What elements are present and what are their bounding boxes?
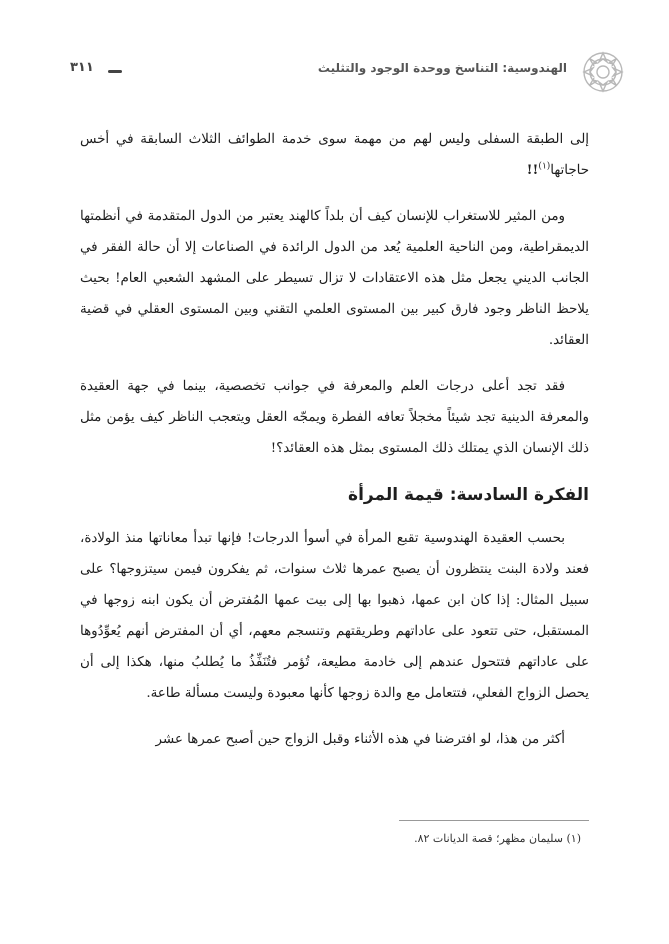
section-heading: الفكرة السادسة: قيمة المرأة (348, 485, 589, 505)
footnote-divider (399, 820, 589, 821)
paragraph-3: فقد تجد أعلى درجات العلم والمعرفة في جوانب تخصصية، بينما في جهة العقيدة والمعرفة الدينية تجد شيئاً مخجلاً تعافه الفطرة ويمجّه العقل ويتعجب الناظر كيف يؤمن مثل ذلك الإنسان الذي يمتلك ذلك المستوى بمثل هذه العقائد؟! (80, 379, 589, 456)
paragraph-1 (80, 124, 589, 186)
paragraph-2: ومن المثير للاستغراب للإنسان كيف أن بلداً كالهند يعتبر من الدول المتقدمة في أنظمتها الديمقراطية، ومن الناحية العلمية يُعد من الدول الرائدة في الصناعات إلا أن حالة الفقر في الجانب الديني يجعل مثل هذه الاعتقادات لا تزال تسيطر على المشهد الشعبي العام! بحيث يلاحظ الناظر وجود فارق كبير بين المستوى العلمي التقني وبين المستوى العقلي في قضية العقائد. (80, 209, 589, 348)
running-header (70, 52, 625, 92)
paragraph-1-text: إلى الطبقة السفلى وليس لهم من مهمة سوى خدمة الطوائف الثلاث السابقة في أخس حاجاتها (80, 132, 589, 178)
main-text (80, 124, 589, 770)
paragraph-5: أكثر من هذا، لو افترضنا في هذه الأثناء وقبل الزواج حين أصبح عمرها عشر (155, 732, 565, 747)
running-title: الهندوسية: التناسخ ووحدة الوجود والتثليث (317, 61, 567, 75)
exclamation-marks: !! (526, 162, 539, 178)
paragraph-4: بحسب العقيدة الهندوسية تقبع المرأة في أسوأ الدرجات! فإنها تبدأ معاناتها منذ الولادة، فعند ولادة البنت ينتظرون أن يصبح عمرها ثلاث سنوات، ثم يفكرون فيمن سيتزوجها؟ على سبيل المثال: إذا كان ابن عمها، ذهبوا بها إلى بيت عمها المُفترض أن يكون ابنه زوجها في المستقبل، حتى تتعود على عاداتهم وطريقتهم وتنسجم معهم، أي أن المفترض أنهم يُعوِّدُوها على عاداتهم فتتحول عندهم إلى خادمة مطيعة، تُؤمر فتُنَفِّذُ ما يُطلبُ منها، هكذا إلى أن يحصل الزواج الفعلي، فتتعامل مع والدة زوجها كأنها معبودة وليست مسألة طاعة. (80, 531, 589, 701)
rosette-ornament-icon (581, 50, 625, 94)
footnote-marker: (١) (538, 161, 551, 172)
page-number: ٣١١ (70, 60, 94, 75)
page-number-dash (108, 70, 122, 73)
footnote: (١) سليمان مظهر؛ قصة الديانات ٨٢. (414, 832, 581, 845)
